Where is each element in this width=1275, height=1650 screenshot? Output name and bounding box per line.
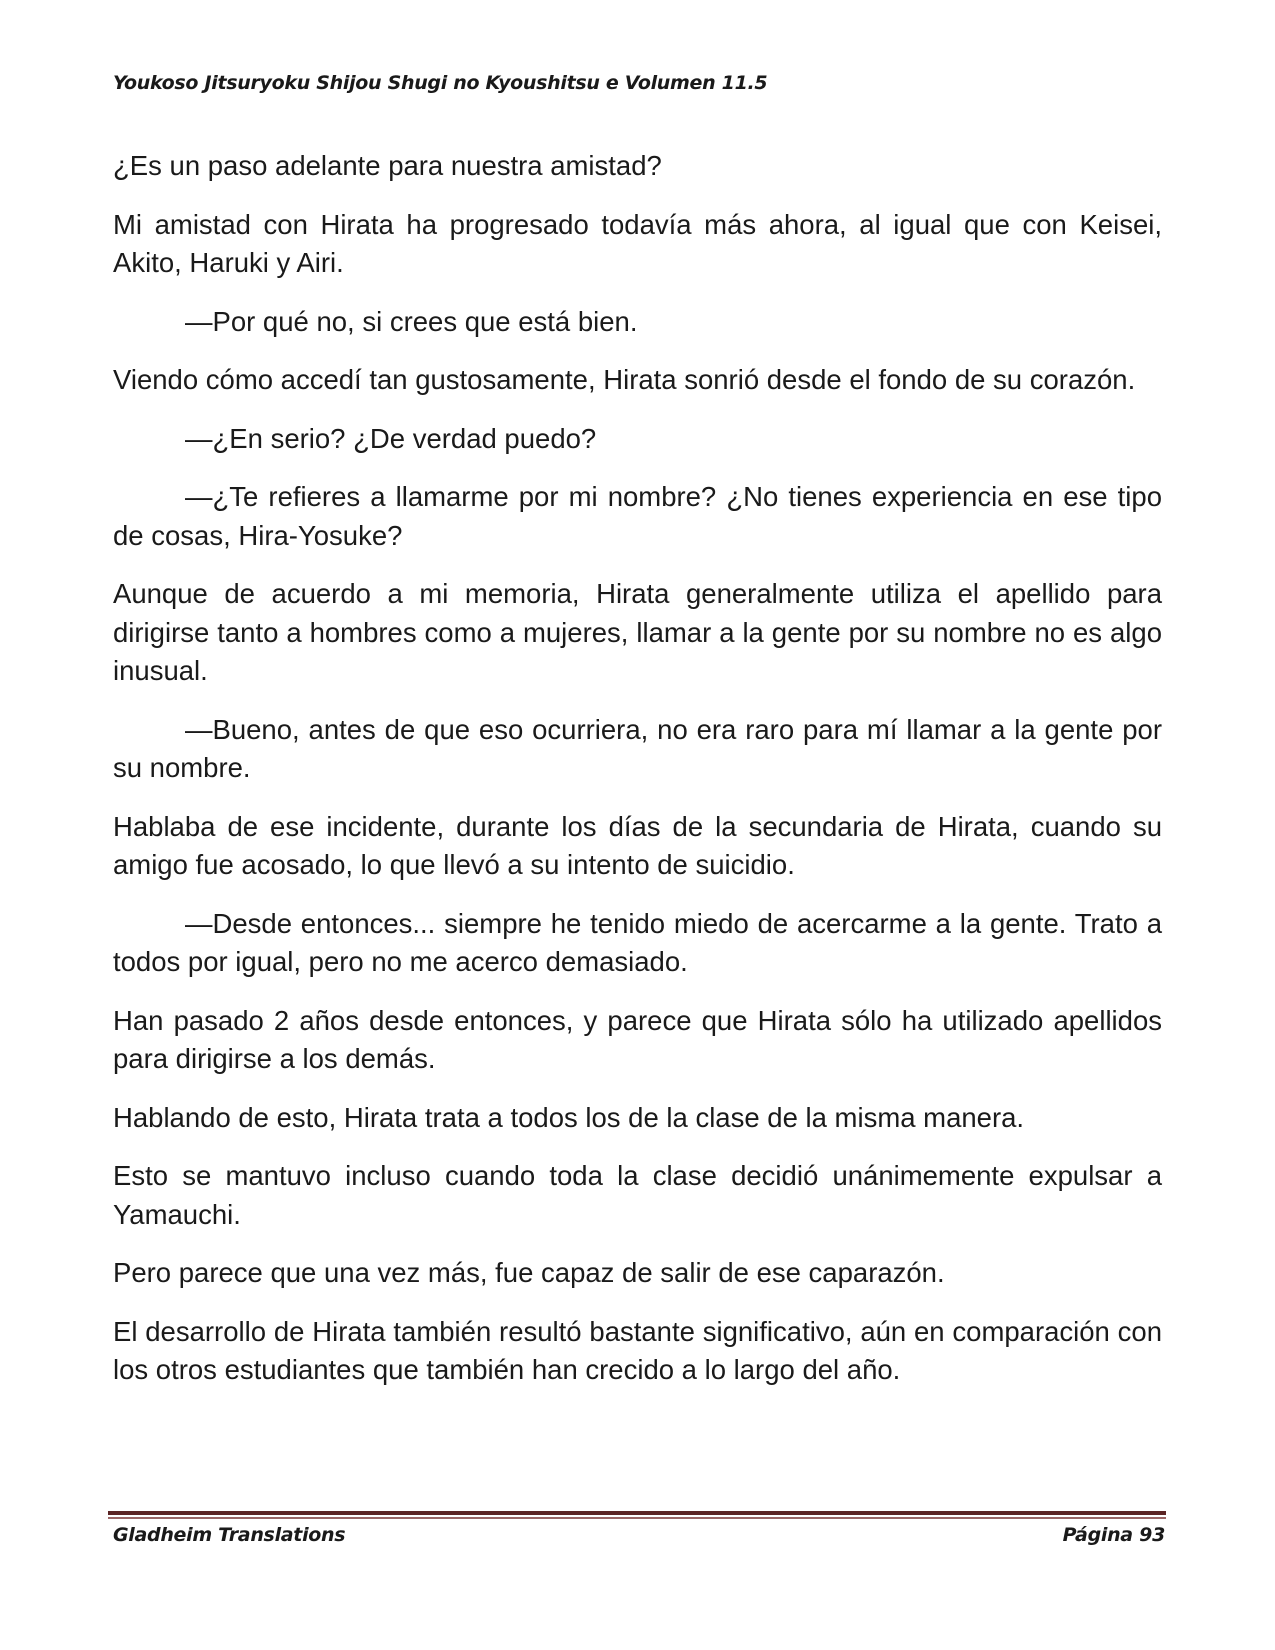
paragraph: Viendo cómo accedí tan gustosamente, Hirata sonrió desde el fondo de su corazón. — [113, 364, 1136, 395]
footer-divider-thin — [108, 1517, 1166, 1519]
running-header: Youkoso Jitsuryoku Shijou Shugi no Kyoushitsu e Volumen 11.5 — [113, 72, 768, 94]
body-text — [113, 147, 1162, 1410]
paragraph: Pero parece que una vez más, fue capaz de salir de ese caparazón. — [113, 1257, 945, 1288]
dialogue-paragraph: —Bueno, antes de que eso ocurriera, no era raro para mí llamar a la gente por su nombre. — [113, 713, 1162, 783]
dialogue-paragraph: —¿En serio? ¿De verdad puedo? — [185, 422, 597, 454]
footer-divider-thick — [108, 1511, 1166, 1515]
footer-credit: Gladheim Translations — [113, 1524, 346, 1546]
page-number: Página 93 — [1062, 1524, 1165, 1546]
paragraph: Hablando de esto, Hirata trata a todos los de la clase de la misma manera. — [113, 1101, 1025, 1133]
dialogue-paragraph: —Por qué no, si crees que está bien. — [185, 305, 638, 337]
paragraph: Hablaba de ese incidente, durante los días de la secundaria de Hirata, cuando su amigo fue acosado, lo que llevó a su intento de suicidio. — [113, 810, 1162, 880]
paragraph: Mi amistad con Hirata ha progresado todavía más ahora, al igual que con Keisei, Akito, Haruki y Airi. — [113, 208, 1162, 278]
paragraph: Esto se mantuvo incluso cuando toda la clase decidió unánimemente expulsar a Yamauchi. — [113, 1160, 1162, 1230]
paragraph: ¿Es un paso adelante para nuestra amistad? — [113, 150, 662, 181]
paragraph: Han pasado 2 años desde entonces, y parece que Hirata sólo ha utilizado apellidos para dirigirse a los demás. — [113, 1004, 1162, 1074]
footer-divider — [108, 1511, 1166, 1519]
paragraph: Aunque de acuerdo a mi memoria, Hirata generalmente utiliza el apellido para dirigirse tanto a hombres como a mujeres, llamar a la gente por su nombre no es algo inusual. — [113, 578, 1162, 686]
paragraph: El desarrollo de Hirata también resultó bastante significativo, aún en comparación con los otros estudiantes que también han crecido a lo largo del año. — [113, 1315, 1162, 1385]
dialogue-paragraph: —¿Te refieres a llamarme por mi nombre? ¿No tienes experiencia en ese tipo de cosas, Hira-Yosuke? — [113, 481, 1162, 551]
dialogue-paragraph: —Desde entonces... siempre he tenido miedo de acercarme a la gente. Trato a todos por igual, pero no me acerco demasiado. — [113, 907, 1162, 977]
